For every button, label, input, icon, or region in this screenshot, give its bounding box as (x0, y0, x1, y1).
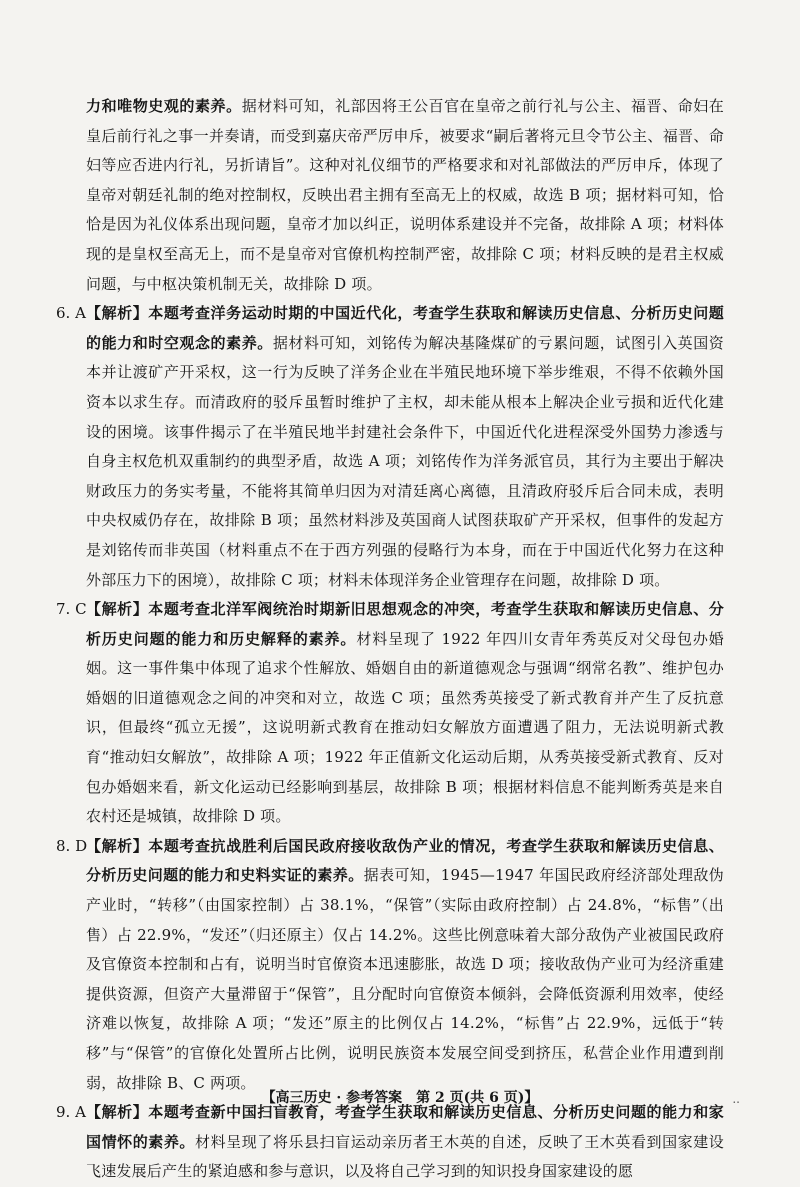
answer-number: 8. D (56, 836, 88, 855)
answer-item-9 (56, 1098, 724, 1187)
answer-item-8 (56, 832, 724, 1098)
analysis-text: 材料呈现了将乐县扫盲运动亲历者王木英的自述，反映了王木英看到国家建设飞速发展后产生的紧迫感和参与意识，以及将自己学习到的知识投身国家建设的愿 (86, 1132, 724, 1181)
analysis-tag: 【解析】 (86, 304, 149, 323)
analysis-tag: 【解析】 (86, 1103, 149, 1122)
analysis-text: 据表可知，1945—1947 年国民政府经济部处理敌伪产业时，“转移”（由国家控制）占 38.1%，“保管”（实际由政府控制）占 24.8%，“标售”（出售）占 22.9%，“发还”（归还原主）仅占 14.2%。这些比例意味着大部分敌伪产业被国民政府及官僚资本控制和占有，说明当时官僚资本迅速膨胀，故选 D 项；接收敌伪产业可为经济重建提供资源，但资产大量滞留于“保管”，且分配时向官僚资本倾斜，会降低资源利用效率，使经济难以恢复，故排除 A 项；“发还”原主的比例仅占 14.2%，“标售”占 22.9%，远低于“转移”与“保管”的官僚化处置所占比例，说明民族资本发展空间受到挤压，私营企业作用遭到削弱，故排除 B、C 两项。 (86, 866, 724, 1092)
analysis-text: 材料呈现了 1922 年四川女青年秀英反对父母包办婚姻。这一事件集中体现了追求个性解放、婚姻自由的新道德观念与强调“纲常名教”、维护包办婚姻的旧道德观念之间的冲突和对立，故选 C 项；虽然秀英接受了新式教育并产生了反抗意识，但最终“孤立无援”，这说明新式教育在推动妇女解放方面遭遇了阻力，无法说明新式教育“推动妇女解放”，故排除 A 项；1922 年正值新文化运动后期，从秀英接受新式教育、反对包办婚姻来看，新文化运动已经影响到基层，故排除 B 项；根据材料信息不能判断秀英是来自农村还是城镇，故排除 D 项。 (86, 629, 724, 826)
analysis-focus: 本题考查洋务运动时期的中国近代化，考查学生获取和解读历史信息、分析历史问题的能力和时空观念的素养。 (86, 304, 724, 352)
analysis-focus: 本题考查新中国扫盲教育，考查学生获取和解读历史信息、分析历史问题的能力和家国情怀的素养。 (86, 1103, 724, 1151)
analysis-focus: 本题考查抗战胜利后国民政府接收敌伪产业的情况，考查学生获取和解读历史信息、分析历史问题的能力和史料实证的素养。 (86, 836, 724, 885)
answer-content (56, 92, 724, 1187)
answer-number: 6. A (56, 304, 86, 323)
analysis-focus: 本题考查北洋军阀统治时期新旧思想观念的冲突，考查学生获取和解读历史信息、分析历史问题的能力和历史解释的素养。 (86, 600, 724, 648)
continued-explanation (86, 92, 724, 299)
answer-item-6 (56, 299, 724, 595)
answer-item-7 (56, 595, 724, 832)
continued-bold: 力和唯物史观的素养。 (86, 97, 242, 115)
continued-text: 据材料可知，礼部因将王公百官在皇帝之前行礼与公主、福晋、命妇在皇后前行礼之事一并奏请，而受到嘉庆帝严厉申斥，被要求“嗣后著将元旦令节公主、福晋、命妇等应否进内行礼，另折请旨”。这种对礼仪细节的严格要求和对礼部做法的严厉申斥，体现了皇帝对朝廷礼制的绝对控制权，反映出君主拥有至高无上的权威，故选 B 项；据材料可知，恰恰是因为礼仪体系出现问题，皇帝才加以纠正，说明体系建设并不完备，故排除 A 项；材料体现的是皇权至高无上，而不是皇帝对官僚机构控制严密，故排除 C 项；材料反映的是君主权威问题，与中枢决策机制无关，故排除 D 项。 (86, 97, 724, 293)
analysis-tag: 【解析】 (86, 600, 149, 619)
analysis-text: 据材料可知，刘铭传为解决基隆煤矿的亏累问题，试图引入英国资本并让渡矿产开采权，这一行为反映了洋务企业在半殖民地环境下举步维艰，不得不依赖外国资本以求生存。而清政府的驳斥虽暂时维护了主权，却未能从根本上解决企业亏损和近代化建设的困境。该事件揭示了在半殖民地半封建社会条件下，中国近代化进程深受外国势力渗透与自身主权危机双重制约的典型矛盾，故选 A 项；刘铭传作为洋务派官员，其行为主要出于解决财政压力的务实考量，不能将其简单归因为对清廷离心离德，且清政府驳斥后合同未成，表明中央权威仍存在，故排除 B 项；虽然材料涉及英国商人试图获取矿产开采权，但事件的发起方是刘铭传而非英国（材料重点不在于西方列强的侵略行为本身，而在于中国近代化努力在这种外部压力下的困境），故排除 C 项；材料未体现洋务企业管理存在问题，故排除 D 项。 (86, 333, 724, 589)
answer-number: 7. C (56, 600, 87, 619)
analysis-tag: 【解析】 (86, 836, 149, 855)
answer-number: 9. A (56, 1103, 86, 1122)
corner-mark: .. (732, 1092, 740, 1106)
page-footer: 【高三历史 · 参考答案 第 2 页(共 6 页)】 (261, 1090, 539, 1106)
